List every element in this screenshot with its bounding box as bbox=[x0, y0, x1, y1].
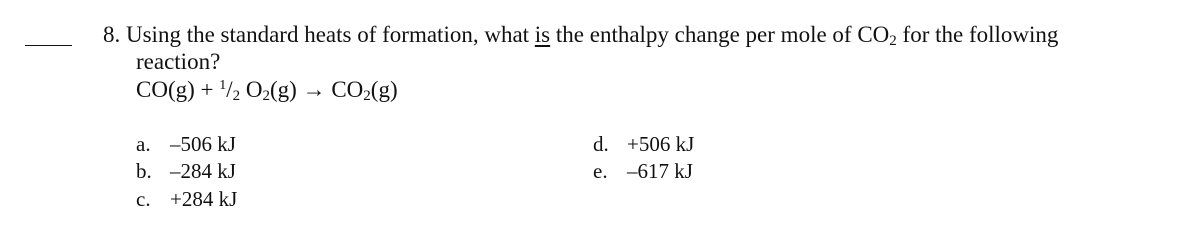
question-text-after: the enthalpy change per mole of CO bbox=[550, 22, 890, 47]
answer-blank-line bbox=[25, 45, 72, 46]
choice-value: –284 kJ bbox=[170, 159, 236, 183]
choice-d bbox=[593, 132, 694, 157]
choice-letter: e. bbox=[593, 159, 608, 183]
choice-c bbox=[136, 187, 237, 212]
choice-value: +284 kJ bbox=[170, 187, 238, 211]
choice-e bbox=[593, 159, 693, 184]
question-number: 8. bbox=[103, 22, 121, 47]
fraction-slash: / bbox=[226, 77, 233, 102]
choice-letter: b. bbox=[136, 159, 152, 183]
choice-value: +506 kJ bbox=[627, 132, 695, 156]
question-emphasized-word: is bbox=[534, 22, 551, 47]
equation-reactant1: CO(g) + bbox=[136, 77, 220, 102]
choice-letter: d. bbox=[593, 132, 609, 156]
choice-value: –506 kJ bbox=[170, 132, 236, 156]
fraction-denominator: 2 bbox=[232, 88, 241, 104]
question-text-line2: reaction? bbox=[136, 49, 221, 74]
one-half-fraction bbox=[219, 77, 240, 102]
choice-letter: c. bbox=[136, 187, 151, 211]
choice-b bbox=[136, 159, 236, 184]
co2-product-state: (g) bbox=[370, 77, 398, 102]
o2-state-and-arrow: (g) → CO bbox=[270, 77, 364, 102]
chemical-equation bbox=[136, 77, 398, 105]
fraction-numerator: 1 bbox=[219, 78, 227, 93]
co2-product-subscript: 2 bbox=[363, 88, 371, 104]
o2-prefix: O bbox=[240, 77, 263, 102]
co2-subscript: 2 bbox=[889, 33, 897, 49]
choice-a bbox=[136, 132, 236, 157]
question-text-before: Using the standard heats of formation, what bbox=[120, 22, 535, 47]
choice-value: –617 kJ bbox=[627, 159, 693, 183]
o2-subscript: 2 bbox=[262, 88, 271, 104]
choice-letter: a. bbox=[136, 132, 151, 156]
question-text-end: for the following bbox=[896, 22, 1059, 47]
question-text-line1 bbox=[103, 22, 1058, 50]
